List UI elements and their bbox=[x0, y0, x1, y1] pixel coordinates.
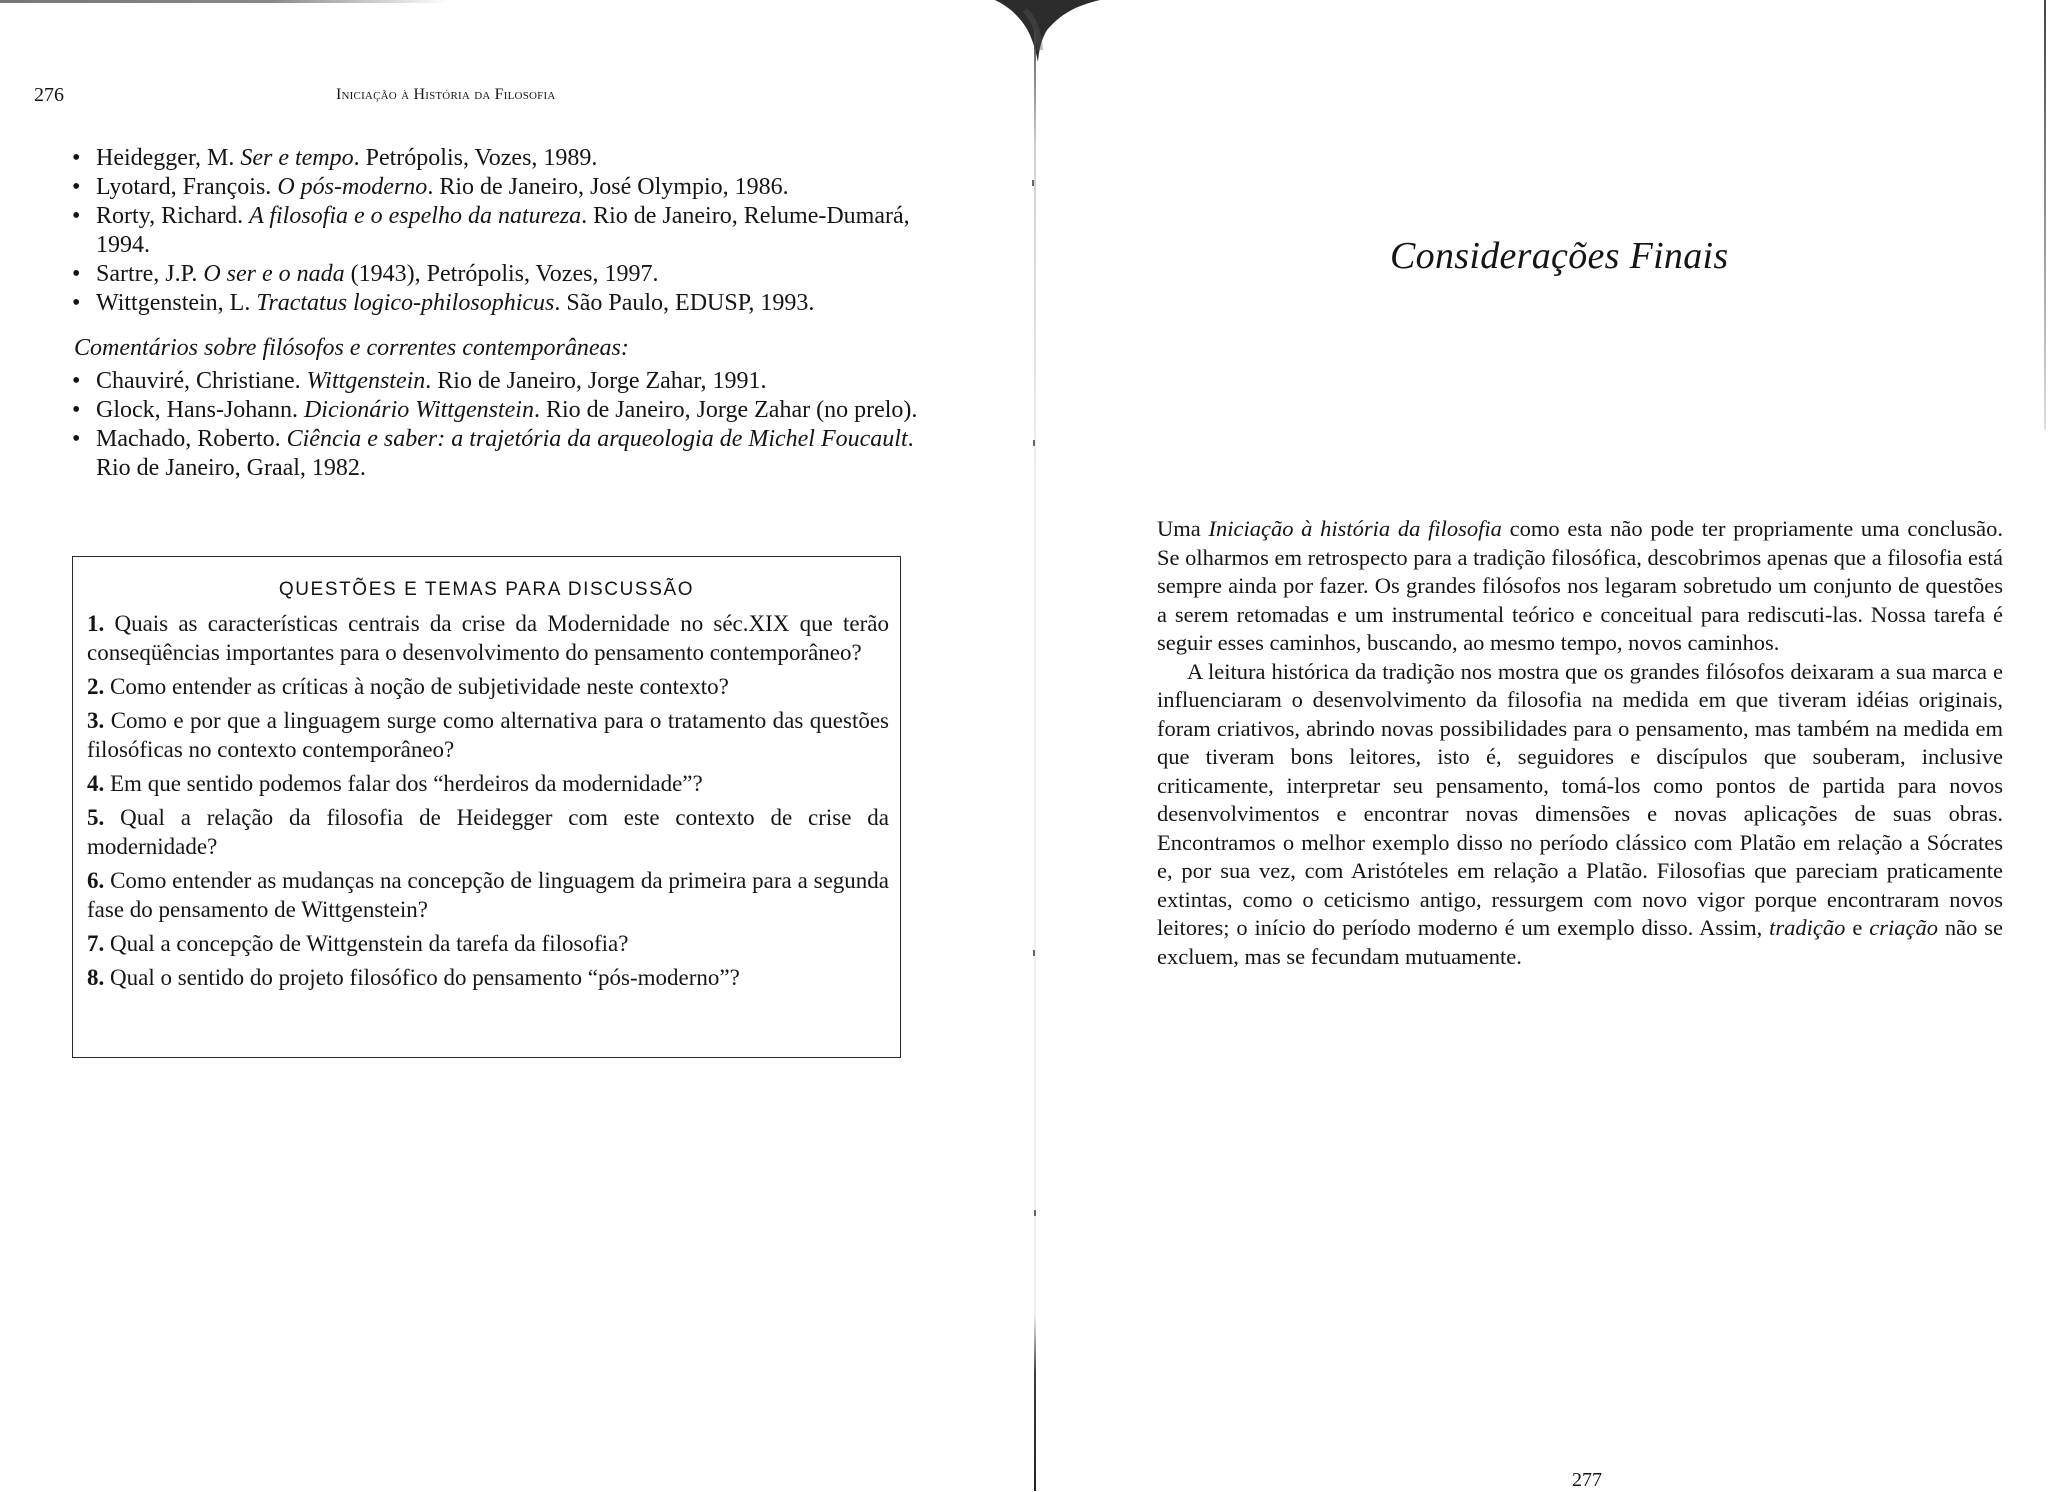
bullet-icon: • bbox=[72, 426, 81, 452]
scan-artifact bbox=[0, 0, 450, 3]
scan-speck bbox=[1033, 440, 1035, 446]
question-item: 7. Qual a concepção de Wittgenstein da tarefa da filosofia? bbox=[87, 931, 629, 956]
list-item: • Glock, Hans-Johann. Dicionário Wittgenstein. Rio de Janeiro, Jorge Zahar (no prelo). bbox=[72, 397, 918, 423]
list-item: • Lyotard, François. O pós-moderno. Rio de Janeiro, José Olympio, 1986. bbox=[72, 174, 789, 200]
binding-gutter bbox=[1034, 30, 1036, 1491]
question-item: 4. Em que sentido podemos falar dos “herdeiros da modernidade”? bbox=[87, 771, 703, 796]
question-item: 3. Como e por que a linguagem surge como alternativa para o tratamento das questões filosóficas no contexto contemporâneo? bbox=[87, 708, 889, 762]
commentaries-heading: Comentários sobre filósofos e correntes contemporâneas: bbox=[74, 335, 629, 361]
page-edge bbox=[2044, 0, 2046, 430]
bullet-icon: • bbox=[72, 261, 81, 287]
list-item: • Chauviré, Christiane. Wittgenstein. Rio de Janeiro, Jorge Zahar, 1991. bbox=[72, 368, 767, 394]
question-item: 1. Quais as características centrais da crise da Modernidade no séc.XIX que terão conseqüências importantes para o desenvolvimento do pensamento contemporâneo? bbox=[87, 611, 889, 665]
list-item: • Sartre, J.P. O ser e o nada (1943), Petrópolis, Vozes, 1997. bbox=[72, 261, 659, 287]
binding-shadow bbox=[995, 0, 1100, 62]
chapter-body bbox=[1157, 515, 2003, 971]
running-title: Iniciação à História da Filosofia bbox=[336, 86, 556, 103]
bibliography-list bbox=[72, 144, 920, 318]
list-item: • Heidegger, M. Ser e tempo. Petrópolis, Vozes, 1989. bbox=[72, 145, 598, 171]
paragraph: Uma Iniciação à história da filosofia como esta não pode ter propriamente uma conclusão. Se olharmos em retrospecto para a tradição filosófica, descobrimos apenas que a filosofia está sempre ainda por fazer. Os grandes filósofos nos legaram sobretudo um conjunto de questões a serem retomadas e um instrumental teórico e conceitual para rediscuti-las. Nossa tarefa é seguir esses caminhos, buscando, ao mesmo tempo, novos caminhos. bbox=[1157, 516, 2003, 655]
paragraph: A leitura histórica da tradição nos mostra que os grandes filósofos deixaram a sua marca e influenciaram o desenvolvimento da filosofia na medida em que tiveram idéias originais, foram criativos, abrindo novas possibilidades para o pensamento, mas também na medida em que tiveram bons leitores, isto é, seguidores e discípulos que souberam, inclusive criticamente, interpretar seu pensamento, tomá-los como pontos de partida para novos desenvolvimentos e encontrar novas dimensões e novas aplicações de suas obras. Encontramos o melhor exemplo disso no período clássico com Platão em relação a Sócrates e, por sua vez, com Aristóteles em relação a Platão. Filosofias que pareciam praticamente extintas, como o ceticismo antigo, ressurgem com novo vigor porque encontraram novos leitores; o início do período moderno é um exemplo disso. Assim, tradição e criação não se excluem, mas se fecundam mutuamente. bbox=[1157, 658, 2003, 969]
questions-list bbox=[87, 609, 889, 997]
scan-speck bbox=[1034, 1210, 1036, 1216]
bullet-icon: • bbox=[72, 203, 81, 229]
list-item: • Wittgenstein, L. Tractatus logico-philosophicus. São Paulo, EDUSP, 1993. bbox=[72, 290, 815, 316]
chapter-title: Considerações Finais bbox=[1390, 235, 1729, 277]
page-number: 277 bbox=[1572, 1469, 1602, 1491]
bullet-icon: • bbox=[72, 397, 81, 423]
scan-speck bbox=[1033, 950, 1035, 956]
bullet-icon: • bbox=[72, 368, 81, 394]
question-item: 5. Qual a relação da filosofia de Heidegger com este contexto de crise da modernidade? bbox=[87, 805, 890, 859]
bullet-icon: • bbox=[72, 174, 81, 200]
bullet-icon: • bbox=[72, 145, 81, 171]
question-item: 6. Como entender as mudanças na concepção de linguagem da primeira para a segunda fase do pensamento de Wittgenstein? bbox=[87, 868, 889, 922]
page-number: 276 bbox=[34, 84, 64, 106]
question-item: 8. Qual o sentido do projeto filosófico do pensamento “pós-moderno”? bbox=[87, 965, 740, 990]
left-page-header bbox=[34, 84, 654, 112]
bullet-icon: • bbox=[72, 290, 81, 316]
commentaries-list bbox=[72, 367, 920, 483]
list-item: • Machado, Roberto. Ciência e saber: a trajetória da arqueologia de Michel Foucault. Rio de Janeiro, Graal, 1982. bbox=[72, 426, 914, 481]
question-item: 2. Como entender as críticas à noção de subjetividade neste contexto? bbox=[87, 674, 729, 699]
list-item: • Rorty, Richard. A filosofia e o espelho da natureza. Rio de Janeiro, Relume-Dumará, 1994. bbox=[72, 203, 910, 258]
questions-box bbox=[72, 556, 901, 1058]
scan-speck bbox=[1032, 180, 1034, 186]
questions-box-title: QUESTÕES E TEMAS PARA DISCUSSÃO bbox=[278, 579, 695, 600]
